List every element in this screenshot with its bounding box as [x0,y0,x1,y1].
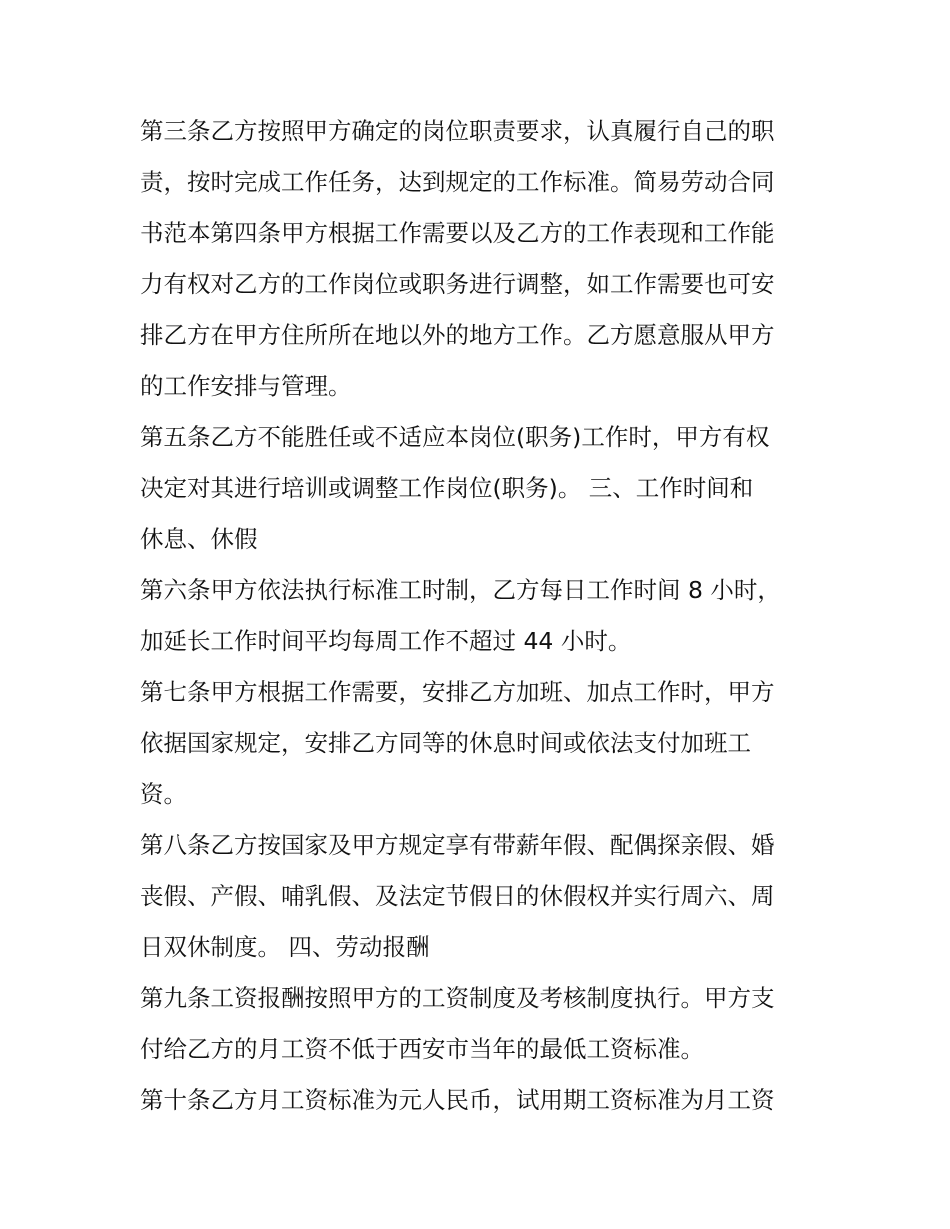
text-line: 力有权对乙方的工作岗位或职务进行调整，如工作需要也可安 [140,270,775,298]
paragraph-article-10 [140,1075,820,1126]
text-line: 书范本第四条甲方根据工作需要以及乙方的工作表现和工作能 [140,219,775,247]
text-line: 第六条甲方依法执行标准工时制，乙方每日工作时间 8 小时， [140,576,781,604]
paragraph-article-3-4 [140,106,820,412]
text-line: 第八条乙方按国家及甲方规定享有带薪年假、配偶探亲假、婚 [140,831,775,859]
text-line: 第七条甲方根据工作需要，安排乙方加班、加点工作时，甲方 [140,678,775,706]
text-line: 资。 [140,780,187,808]
text-line: 丧假、产假、哺乳假、及法定节假日的休假权并实行周六、周 [140,882,775,910]
document-body [140,106,820,1126]
text-line: 日双休制度。 四、劳动报酬 [140,933,430,961]
text-line: 第九条工资报酬按照甲方的工资制度及考核制度执行。甲方支 [140,984,775,1012]
text-line: 的工作安排与管理。 [140,372,352,400]
text-line: 休息、休假 [140,525,258,553]
text-line: 责，按时完成工作任务，达到规定的工作标准。简易劳动合同 [140,168,775,196]
paragraph-article-8 [140,820,820,973]
text-line: 第五条乙方不能胜任或不适应本岗位(职务)工作时，甲方有权 [140,423,770,451]
text-line: 加延长工作时间平均每周工作不超过 44 小时。 [140,627,632,655]
paragraph-article-6 [140,565,820,667]
paragraph-article-5 [140,412,820,565]
text-line: 依据国家规定，安排乙方同等的休息时间或依法支付加班工 [140,729,751,757]
paragraph-article-9 [140,973,820,1075]
text-line: 决定对其进行培训或调整工作岗位(职务)。 三、工作时间和 [140,474,754,502]
text-line: 第三条乙方按照甲方确定的岗位职责要求，认真履行自己的职 [140,117,775,145]
text-line: 排乙方在甲方住所所在地以外的地方工作。乙方愿意服从甲方 [140,321,775,349]
text-line: 第十条乙方月工资标准为元人民币，试用期工资标准为月工资 [140,1086,775,1114]
paragraph-article-7 [140,667,820,820]
text-line: 付给乙方的月工资不低于西安市当年的最低工资标准。 [140,1035,704,1063]
